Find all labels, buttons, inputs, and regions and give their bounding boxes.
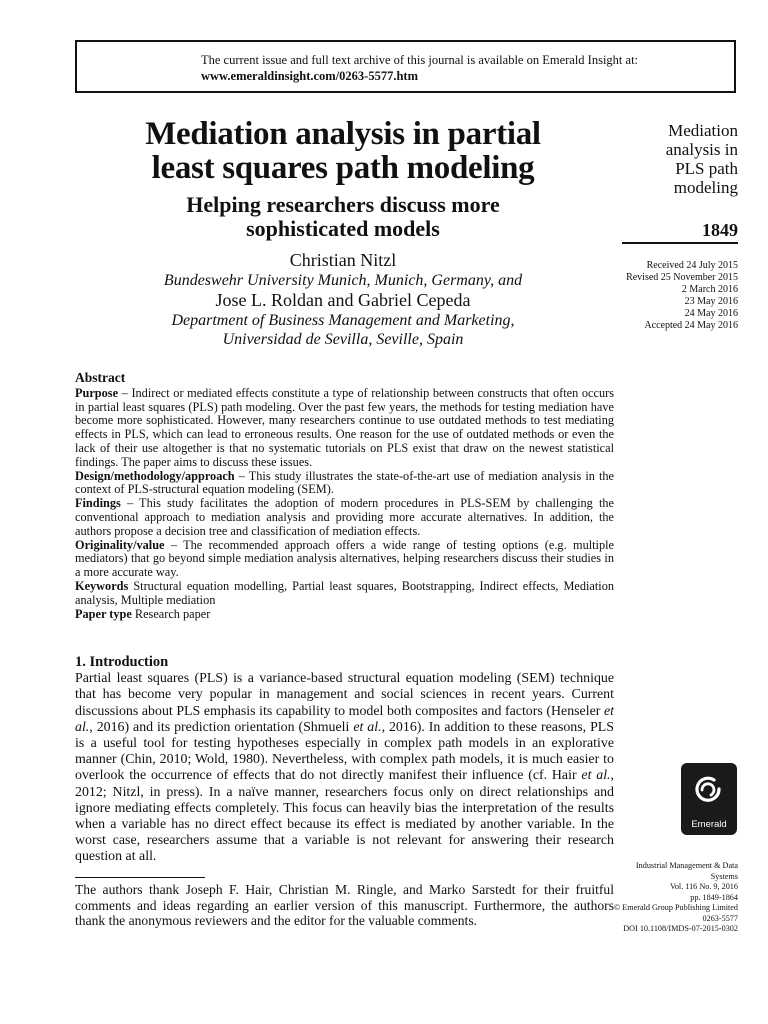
date-line: 24 May 2016: [684, 308, 738, 319]
abstract-design: [75, 470, 614, 498]
journal-info-line: DOI 10.1108/IMDS-07-2015-0302: [623, 924, 738, 933]
date-line: Revised 25 November 2015: [626, 272, 738, 283]
date-line: Received 24 July 2015: [646, 260, 738, 271]
abstract-originality: [75, 539, 614, 580]
logo-label: Emerald: [691, 819, 727, 830]
running-title: [622, 121, 738, 197]
date-line: Accepted 24 May 2016: [644, 320, 738, 331]
running-title-line: analysis in: [665, 140, 738, 159]
paper-subtitle-line-2: sophisticated models: [246, 216, 440, 241]
journal-info-line: Systems: [710, 871, 738, 881]
journal-info-line: 0263-5577: [702, 913, 738, 923]
design-text: – This study illustrates the state-of-the-art use of mediation analysis in the context of PLS-structural equation modeling (SEM).: [75, 468, 614, 497]
affiliation-1: Bundeswehr University Munich, Munich, Germany, and: [163, 272, 523, 289]
author-2: Jose L. Roldan and Gabriel Cepeda: [215, 290, 471, 310]
et-al: et al.: [581, 768, 611, 784]
originality-label: Originality/value: [75, 537, 165, 552]
footnote-rule: [75, 877, 205, 878]
page-number: 1849: [702, 220, 738, 240]
paper-title-line-2: least squares path modeling: [151, 150, 535, 186]
author-block: [75, 250, 611, 349]
keywords-label: Keywords: [75, 578, 129, 593]
intro-text: Partial least squares (PLS) is a variance-based structural equation modeling (SEM) technique that has become very popular in management and social sciences in recent years. Current discussions about PLS emphasis its capability to model both composites and factors (Henseler: [75, 671, 614, 719]
introduction-heading: 1. Introduction: [75, 654, 169, 670]
design-label: Design/methodology/approach: [75, 468, 235, 483]
introduction-section: [75, 654, 614, 866]
intro-text: , 2016) and its prediction orientation (Shmueli: [89, 719, 354, 735]
intro-text: , 2012; Nitzl, in press). In a naïve manner, researchers focus only on direct relationships and ignore mediating effects completely. This focus can heavily bias the interpretation of the results when a variable has no direct effect because its effect is mediated by another variable. In the worst case, researchers assume that a variable is not relevant for answering their research question at all.: [75, 768, 615, 865]
availability-notice: The current issue and full text archive of this journal is available on Emerald Insight at:: [201, 53, 639, 67]
paper-subtitle-line-1: Helping researchers discuss more: [186, 192, 500, 217]
journal-info-line: pp. 1849-1864: [690, 892, 738, 902]
findings-label: Findings: [75, 496, 121, 511]
availability-notice-box: [75, 40, 736, 93]
affiliation-2b: Universidad de Sevilla, Seville, Spain: [222, 331, 464, 348]
abstract-keywords: [75, 580, 614, 608]
date-line: 23 May 2016: [684, 296, 738, 307]
date-line: 2 March 2016: [681, 284, 738, 295]
journal-url[interactable]: www.emeraldinsight.com/0263-5577.htm: [201, 69, 418, 83]
acknowledgement-footnote: The authors thank Joseph F. Hair, Christian M. Ringle, and Marko Sarstedt for their fruitful comments and ideas regarding an earlier version of this manuscript. Furthermore, the authors thank the anonymous reviewers and the editor for the valuable comments.: [75, 882, 614, 928]
et-al: et al.: [353, 719, 382, 735]
received-dates: [600, 260, 738, 332]
abstract-section: [75, 371, 614, 621]
emerald-logo-icon: [681, 763, 737, 819]
introduction-paragraph: [75, 671, 614, 865]
keywords-text: Structural equation modelling, Partial least squares, Bootstrapping, Indirect effects, Mediation analysis, Multiple mediation: [75, 578, 614, 607]
purpose-text: – Indirect or mediated effects constitute a type of relationship between constructs that often occurs in partial least squares (PLS) path modeling. Over the past few years, the methods for testing mediation have become more sophisticated. However, many researchers continue to use outdated methods to test mediating effects in PLS, which can lead to erroneous results. One reason for the use of outdated methods or even the lack of their use altogether is that no systematic tutorials on PLS exist that draw on the newest statistical findings. The paper aims to discuss these issues.: [75, 385, 614, 469]
paper-subtitle: [75, 193, 611, 241]
paper-type-label: Paper type: [75, 606, 132, 621]
paper-title-line-1: Mediation analysis in partial: [145, 116, 541, 152]
running-title-line: PLS path: [675, 159, 738, 178]
affiliation-2a: Department of Business Management and Marketing,: [171, 312, 515, 329]
abstract-paper-type: [75, 608, 614, 622]
purpose-label: Purpose: [75, 385, 119, 400]
running-title-line: modeling: [673, 178, 738, 197]
page-number-rule: [622, 242, 738, 244]
paper-type-text: Research paper: [131, 606, 211, 621]
journal-info-line: Industrial Management & Data: [635, 861, 738, 870]
journal-info: [595, 861, 738, 935]
abstract-heading: Abstract: [75, 370, 126, 385]
running-title-line: Mediation: [668, 121, 738, 140]
journal-info-line: © Emerald Group Publishing Limited: [613, 903, 738, 912]
emerald-logo: [681, 763, 737, 835]
abstract-findings: [75, 497, 614, 538]
journal-info-line: Vol. 116 No. 9, 2016: [669, 882, 738, 891]
originality-text: – The recommended approach offers a wide range of testing options (e.g. multiple mediators) that go beyond simple mediation analysis alternatives, helping researchers discuss their studies in a more accurate way.: [75, 537, 614, 580]
author-1: Christian Nitzl: [289, 250, 397, 270]
intro-text: , 2016). In addition to these reasons, PLS is a useful tool for testing hypotheses especially in complex path models in an explorative manner (Chin, 2010; Wold, 1980). Nevertheless, with complex path models, it is much easier to overlook the occurrence of effects that do not directly manifest their influence (cf. Hair: [75, 719, 614, 784]
abstract-purpose: [75, 387, 614, 470]
et-al: et al.: [75, 703, 614, 735]
findings-text: – This study facilitates the adoption of modern procedures in PLS-SEM by challenging the conventional approach to mediation analysis and providing more accurate alternatives. In addition, the authors propose a decision tree and classification of mediation effects.: [75, 496, 614, 538]
paper-title: [75, 117, 611, 185]
